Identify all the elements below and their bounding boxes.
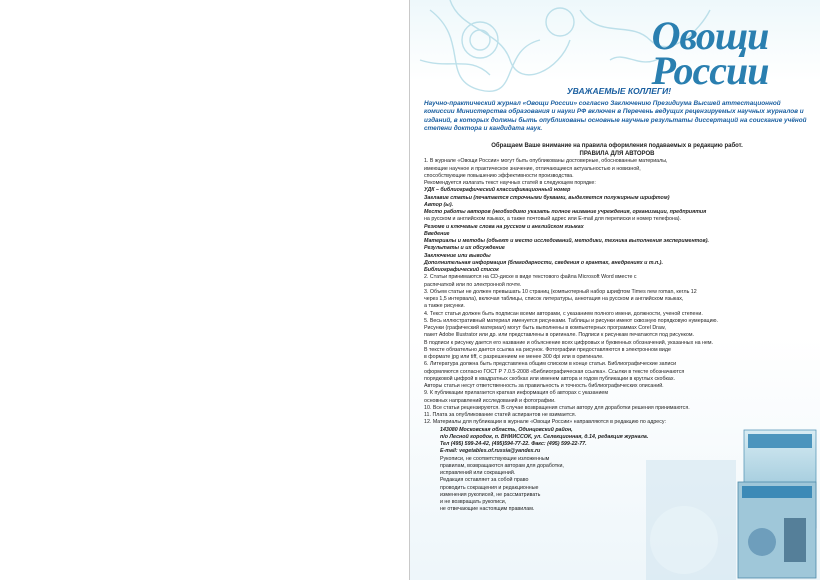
rules-line: Библиографический список — [424, 267, 499, 274]
rules-line: и не возвращать рукописи, — [440, 499, 507, 506]
rules-line: Рекомендуется излагать текст научных статей в следующем порядке: — [424, 180, 596, 187]
page-heading: УВАЖАЕМЫЕ КОЛЛЕГИ! — [566, 86, 672, 96]
rules-line: проводить сокращения и редакционные — [440, 484, 539, 491]
logo-line-1: Овощи — [651, 13, 769, 58]
rules-text — [424, 142, 810, 514]
rules-line: распечаткой или по электронной почте. — [424, 281, 522, 288]
right-page — [410, 0, 820, 580]
rules-line: Обращаем Ваше внимание на правила оформления подаваемых в редакцию работ. — [491, 143, 743, 149]
intro-paragraph: Научно-практический журнал «Овощи России» согласно Заключению Президиума Высшей аттестационной комиссии Министерства образования и науки РФ включен в Перечень ведущих рецензируемых научных журналов и изданий, в которых должны быть опубликованы основные научные результаты диссертаций на соискание учёной степени доктора и кандидата наук. — [424, 100, 807, 132]
rules-line: Авторы статьи несут ответственность за правильность и точность библиографических описаний. — [424, 383, 664, 390]
rules-line: 4. Текст статьи должен быть подписан всеми авторами, с указанием полного имени, должности, ученой степени. — [424, 310, 703, 317]
rules-line: а также рисунки. — [424, 303, 465, 310]
rules-line: Введение — [424, 230, 450, 237]
rules-line: п/о Лесной городок, п. ВНИИССОК, ул. Селекционная, д.14, редакция журнала. — [440, 433, 649, 440]
rules-line: Результаты и их обсуждение — [424, 245, 505, 252]
rules-line: В подписи к рисунку дается его название и объяснение всех цифровых и буквенных обозначений, указанных на нем. — [424, 339, 714, 346]
rules-line: имеющие научное и практическое значение, отличающиеся актуальностью и новизной, — [424, 165, 641, 172]
left-blank-page — [0, 0, 409, 580]
rules-line: Заглавие статьи (печатается строчными буквами, выделяется полужирным шрифтом) — [424, 194, 670, 201]
rules-line: 12. Материалы для публикации в журнале «Овощи России» направляются в редакцию по адресу: — [424, 419, 666, 426]
rules-line: 5. Весь иллюстративный материал именуется рисунками. Таблицы и рисунки имеют сквозную порядковую нумерацию. — [424, 317, 718, 324]
rules-line: основных направлений исследований и фотографии. — [424, 397, 556, 404]
rules-line: Рукописи, не соответствующие изложенным — [440, 455, 550, 462]
rules-line: Заключение или выводы — [424, 252, 491, 259]
rules-line: оформляются согласно ГОСТ Р 7.0.5-2008 «Библиографическая ссылка». Ссылки в тексте обозначаются — [424, 368, 685, 375]
rules-line: Рисунки (графический материал) могут быть выполнены в компьютерных программах Corel Draw, — [424, 325, 666, 332]
rules-line: не отвечающие настоящим правилам. — [440, 506, 535, 513]
rules-line: пакет Adobe Illustrator или др. или представлены в оригинале. Подписи к рисункам печатаются под рисунком. — [424, 332, 694, 339]
journal-logo — [610, 13, 810, 94]
rules-line: 143080 Московская область, Одинцовский район, — [440, 426, 573, 433]
rules-line: 2. Статьи принимаются на CD-диске в виде текстового файла Microsoft Word вместе с — [424, 274, 637, 281]
rules-line: 6. Литература должна быть представлена общим списком в конце статьи. Библиографические записи — [424, 361, 677, 368]
rules-line: Место работы авторов (необходимо указать полное название учреждения, организации, предприятия — [424, 209, 707, 216]
rules-line: 10. Все статьи рецензируются. В случае возвращения статьи автору для доработки решения принимаются. — [424, 404, 690, 411]
rules-line: в формате jpg или tiff, с разрешением не менее 300 dpi или в оригинале. — [424, 354, 604, 361]
rules-line: 11. Плата за опубликование статей аспирантов не взимается. — [424, 412, 577, 419]
rules-line: Дополнительная информация (благодарности, сведения о грантах, внедрениях и т.п.). — [424, 259, 663, 266]
rules-line: Тел (495) 599-24-42, (495)594-77-22. Факс: (495) 599-22-77. — [440, 441, 587, 448]
rules-line: Автор (ы). — [424, 201, 454, 208]
rules-line: УДК – библиографический классификационный номер — [424, 187, 571, 194]
rules-line: правилам, возвращаются авторам для доработки, — [440, 462, 564, 469]
rules-line: ПРАВИЛА ДЛЯ АВТОРОВ — [579, 151, 655, 158]
rules-line: В тексте обязательно дается ссылка на рисунок. Фотографии предоставляются в электронном виде — [424, 346, 671, 353]
rules-line: изменения рукописей, не рассматривать — [440, 491, 541, 498]
rules-line: порядковой цифрой в квадратных скобках или именем автора и годом публикации в круглых скобках. — [424, 375, 675, 382]
rules-line: 9. К публикации прилагается краткая информация об авторах с указанием — [424, 390, 609, 397]
rules-line: через 1,5 интервала), включая таблицы, список литературы, аннотация на русском и английском языках, — [424, 296, 684, 303]
rules-line: способствующие повышению эффективности производства. — [424, 172, 574, 179]
rules-line: 3. Объем статьи не должен превышать 10 страниц (компьютерный набор шрифтом Times new roman, кегль 12 — [424, 288, 697, 295]
rules-line: Редакция оставляет за собой право — [440, 477, 529, 484]
rules-line: Резюме и ключевые слова на русском и английском языках — [424, 223, 584, 230]
rules-line: E-mail: vegetables.of.russia@yandex.ru — [440, 448, 541, 455]
logo-line-2: России — [651, 48, 769, 94]
rules-line: исправлений или сокращений. — [440, 470, 516, 477]
rules-line: Материалы и методы (объект и место исследований, методики, техника выполнения экспериментов). — [424, 238, 709, 245]
rules-line: 1. В журнале «Овощи России» могут быть опубликованы достоверные, обоснованные материалы, — [424, 158, 668, 165]
rules-line: на русском и английском языках, а также почтовый адрес или E-mail для переписки и номер телефона). — [424, 216, 682, 223]
